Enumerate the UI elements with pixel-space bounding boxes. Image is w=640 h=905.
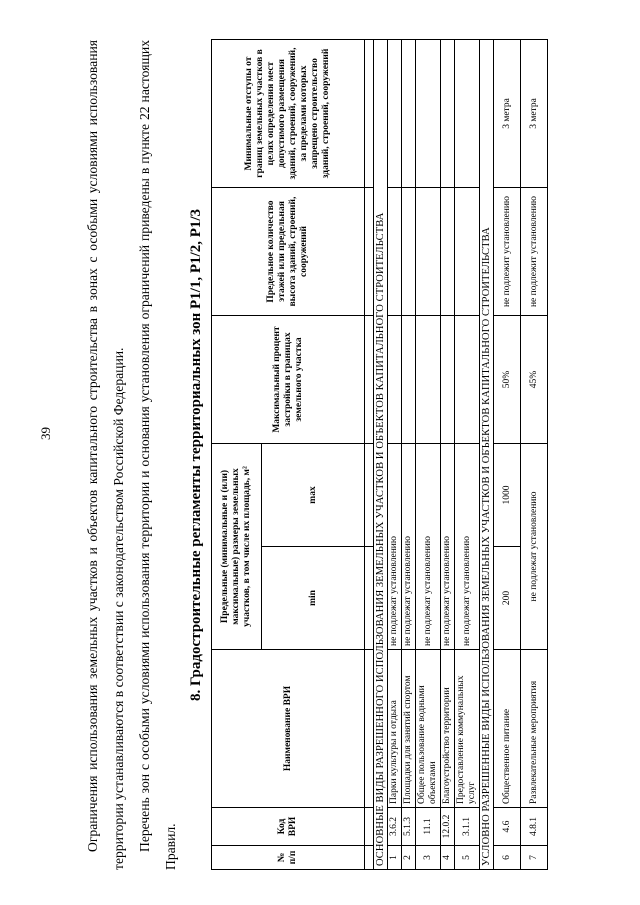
- header-setback: Минимальные отступы от границ земельных участков в целях определения мест допустимого размещения зданий, строений, сооружений, за пределами которых запрещено строительство зданий, строений, сооружений: [212, 40, 365, 188]
- cell-name: Общее пользование водными объектами: [416, 650, 441, 808]
- header-name: Наименование ВРИ: [212, 650, 365, 808]
- table-row: [441, 40, 455, 870]
- table-row: [402, 40, 416, 870]
- cell-num: 2: [402, 846, 416, 870]
- table-row: [521, 40, 548, 870]
- cell-name: Благоустройство территории: [441, 650, 455, 808]
- table-gap-row: [365, 40, 374, 870]
- cell-size: не подлежат установлению: [521, 444, 548, 650]
- cell-code: 4.6: [494, 808, 521, 846]
- section-row-conditional: [480, 40, 494, 870]
- cell-size: не подлежат установлению: [441, 444, 455, 650]
- cell-code: 11.1: [416, 808, 441, 846]
- paragraph-restrictions: [80, 40, 132, 870]
- cell-size: не подлежат установлению: [455, 444, 480, 650]
- paragraph-text: Перечень зон с особыми условиями использования территории и основания установления ограничений приведены в пункте 22 настоящих Правил.: [137, 40, 178, 870]
- cell-floors: не подлежит установлению: [521, 188, 548, 316]
- cell-name: Парки культуры и отдыха: [388, 650, 402, 808]
- header-size: Предельные (минимальные и (или) максимальные) размеры земельных участков, в том числе их площадь, м²: [212, 444, 262, 650]
- cell-name: Площадки для занятий спортом: [402, 650, 416, 808]
- section-title: ОСНОВНЫЕ ВИДЫ РАЗРЕШЕННОГО ИСПОЛЬЗОВАНИЯ ЗЕМЕЛЬНЫХ УЧАСТКОВ И ОБЪЕКТОВ КАПИТАЛЬНОГО СТРОИТЕЛЬСТВА: [374, 40, 388, 870]
- table-row: [494, 40, 521, 870]
- cell-num: 5: [455, 846, 480, 870]
- cell-num: 4: [441, 846, 455, 870]
- cell-max: 1000: [494, 444, 521, 547]
- rotated-content: [80, 40, 548, 870]
- cell-setback: 3 метра: [494, 40, 521, 188]
- header-percent: Максимальный процент застройки в границах земельного участка: [212, 316, 365, 444]
- section-heading: 8. Градостроительные регламенты территориальных зон Р1/1, Р1/2, Р1/3: [188, 208, 204, 702]
- cell-setback: 3 метра: [521, 40, 548, 188]
- table-header-row: [212, 40, 262, 870]
- cell-code: 5.1.3: [402, 808, 416, 846]
- cell-num: 3: [416, 846, 441, 870]
- paragraph-list-reference: [132, 40, 184, 870]
- header-num: № п/п: [212, 846, 365, 870]
- cell-num: 7: [521, 846, 548, 870]
- cell-name: Развлекательные мероприятия: [521, 650, 548, 808]
- cell-code: 12.0.2: [441, 808, 455, 846]
- table-row: [455, 40, 480, 870]
- cell-percent: 45%: [521, 316, 548, 444]
- cell-code: 3.1.1: [455, 808, 480, 846]
- cell-min: 200: [494, 547, 521, 650]
- header-floors: Предельное количество этажей или предельная высота зданий, строений, сооружений: [212, 188, 365, 316]
- table-row: [416, 40, 441, 870]
- regulations-table: [211, 39, 548, 870]
- cell-percent: 50%: [494, 316, 521, 444]
- paragraph-text: Ограничения использования земельных участков и объектов капитального строительства в зонах с особыми условиями использования территории устанавливаются в соответствии с законодательством Российской Федерации.: [85, 40, 126, 870]
- cell-size: не подлежат установлению: [388, 444, 402, 650]
- header-max: max: [262, 444, 365, 547]
- cell-size: не подлежат установлению: [402, 444, 416, 650]
- cell-size: не подлежат установлению: [416, 444, 441, 650]
- cell-num: 6: [494, 846, 521, 870]
- cell-num: 1: [388, 846, 402, 870]
- cell-code: 3.6.2: [388, 808, 402, 846]
- cell-name: Предоставление коммунальных услуг: [455, 650, 480, 808]
- page-number: 39: [38, 427, 53, 440]
- cell-floors: не подлежит установлению: [494, 188, 521, 316]
- cell-code: 4.8.1: [521, 808, 548, 846]
- header-min: min: [262, 547, 365, 650]
- cell-name: Общественное питание: [494, 650, 521, 808]
- table-row: [388, 40, 402, 870]
- section-title: УСЛОВНО РАЗРЕШЕННЫЕ ВИДЫ ИСПОЛЬЗОВАНИЯ ЗЕМЕЛЬНЫХ УЧАСТКОВ И ОБЪЕКТОВ КАПИТАЛЬНОГО СТРОИТЕЛЬСТВА: [480, 40, 494, 870]
- header-code: Код ВРИ: [212, 808, 365, 846]
- section-row-main: [374, 40, 388, 870]
